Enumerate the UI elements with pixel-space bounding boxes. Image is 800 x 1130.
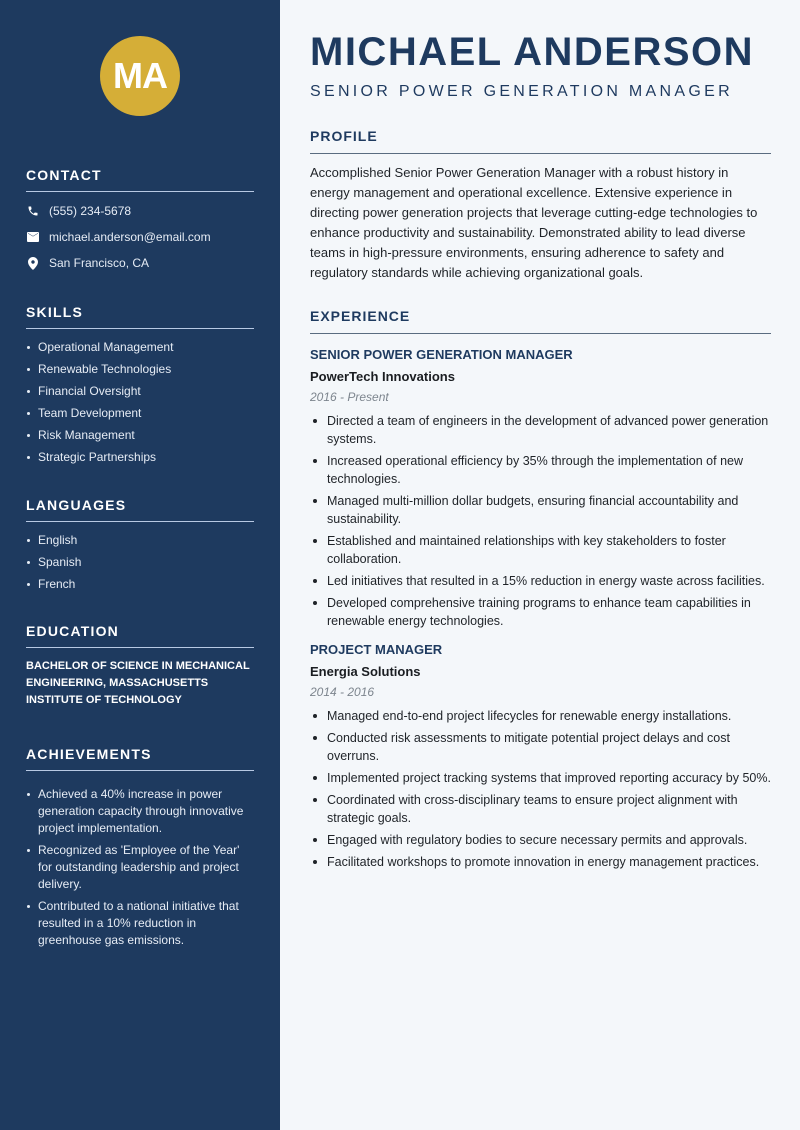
skill-item: Strategic Partnerships	[26, 449, 254, 466]
skill-item: Financial Oversight	[26, 383, 254, 400]
job-company: PowerTech Innovations	[310, 369, 455, 384]
languages-heading: LANGUAGES	[26, 497, 254, 522]
contact-email	[26, 224, 254, 250]
job-bullets	[310, 412, 771, 630]
job-bullet: Implemented project tracking systems that improved reporting accuracy by 50%.	[310, 769, 771, 787]
job-bullet: Developed comprehensive training programs to enhance team capabilities in renewable energy technologies.	[310, 594, 771, 630]
skills-heading: SKILLS	[26, 304, 254, 329]
job-bullet: Managed end-to-end project lifecycles for renewable energy installations.	[310, 707, 771, 725]
achievement-item: Contributed to a national initiative that resulted in a 10% reduction in greenhouse gas emissions.	[26, 898, 254, 949]
job-title: SENIOR POWER GENERATION MANAGER	[310, 347, 573, 362]
achievement-item: Recognized as 'Employee of the Year' for outstanding leadership and project delivery.	[26, 842, 254, 893]
candidate-title: SENIOR POWER GENERATION MANAGER	[310, 83, 733, 100]
job-bullet: Led initiatives that resulted in a 15% reduction in energy waste across facilities.	[310, 572, 771, 590]
phone-text: (555) 234-5678	[49, 204, 132, 218]
achievements-section	[26, 746, 254, 954]
email-icon	[26, 230, 40, 244]
languages-list	[26, 532, 254, 593]
job-bullet: Established and maintained relationships with key stakeholders to foster collaboration.	[310, 532, 771, 568]
location-text: San Francisco, CA	[49, 256, 150, 270]
job-dates: 2014 - 2016	[310, 685, 375, 699]
achievements-heading: ACHIEVEMENTS	[26, 746, 254, 771]
profile-text: Accomplished Senior Power Generation Manager with a robust history in energy management and operational excellence. Extensive experience in directing power generation projects that leverage cutting-edge technologies to enhance productivity and sustainability. Demonstrated ability to lead diverse teams in high-pressure environments, ensuring adherence to safety and regulatory standards while achieving organizational goals.	[310, 165, 758, 280]
job-company: Energia Solutions	[310, 664, 421, 679]
job-entry	[310, 642, 771, 871]
job-bullet: Coordinated with cross-disciplinary teams to ensure project alignment with strategic goals.	[310, 791, 771, 827]
contact-phone	[26, 198, 254, 224]
job-dates: 2016 - Present	[310, 390, 389, 404]
avatar	[100, 36, 180, 116]
job-bullets	[310, 707, 771, 871]
job-bullet: Conducted risk assessments to mitigate potential project delays and cost overruns.	[310, 729, 771, 765]
skills-section	[26, 304, 254, 471]
skill-item: Risk Management	[26, 427, 254, 444]
phone-icon	[26, 204, 40, 218]
contact-location	[26, 250, 254, 276]
candidate-name: MICHAEL ANDERSON	[310, 30, 755, 74]
job-bullet: Managed multi-million dollar budgets, ensuring financial accountability and sustainability.	[310, 492, 771, 528]
contact-section	[26, 167, 254, 276]
job-bullet: Engaged with regulatory bodies to secure necessary permits and approvals.	[310, 831, 771, 849]
language-item: Spanish	[26, 554, 254, 571]
email-text: michael.anderson@email.com	[49, 230, 211, 244]
language-item: French	[26, 576, 254, 593]
skill-item: Team Development	[26, 405, 254, 422]
profile-section	[310, 128, 771, 283]
contact-heading: CONTACT	[26, 167, 254, 192]
language-item: English	[26, 532, 254, 549]
education-degree: BACHELOR OF SCIENCE IN MECHANICAL ENGINEERING, MASSACHUSETTS INSTITUTE OF TECHNOLOGY	[26, 660, 250, 706]
skill-item: Operational Management	[26, 339, 254, 356]
sidebar	[0, 0, 280, 1130]
job-title: PROJECT MANAGER	[310, 642, 443, 657]
job-entry	[310, 347, 771, 630]
education-heading: EDUCATION	[26, 623, 254, 648]
skill-item: Renewable Technologies	[26, 361, 254, 378]
job-bullet: Directed a team of engineers in the development of advanced power generation systems.	[310, 412, 771, 448]
location-pin-icon	[26, 256, 40, 270]
job-bullet: Facilitated workshops to promote innovation in energy management practices.	[310, 853, 771, 871]
avatar-initials: MA	[113, 55, 167, 96]
profile-heading: PROFILE	[310, 128, 771, 154]
achievements-list	[26, 786, 254, 949]
languages-section	[26, 497, 254, 598]
job-bullet: Increased operational efficiency by 35% through the implementation of new technologies.	[310, 452, 771, 488]
experience-section	[310, 308, 771, 875]
skills-list	[26, 339, 254, 466]
experience-heading: EXPERIENCE	[310, 308, 771, 334]
education-section	[26, 623, 254, 709]
achievement-item: Achieved a 40% increase in power generation capacity through innovative project implementation.	[26, 786, 254, 837]
